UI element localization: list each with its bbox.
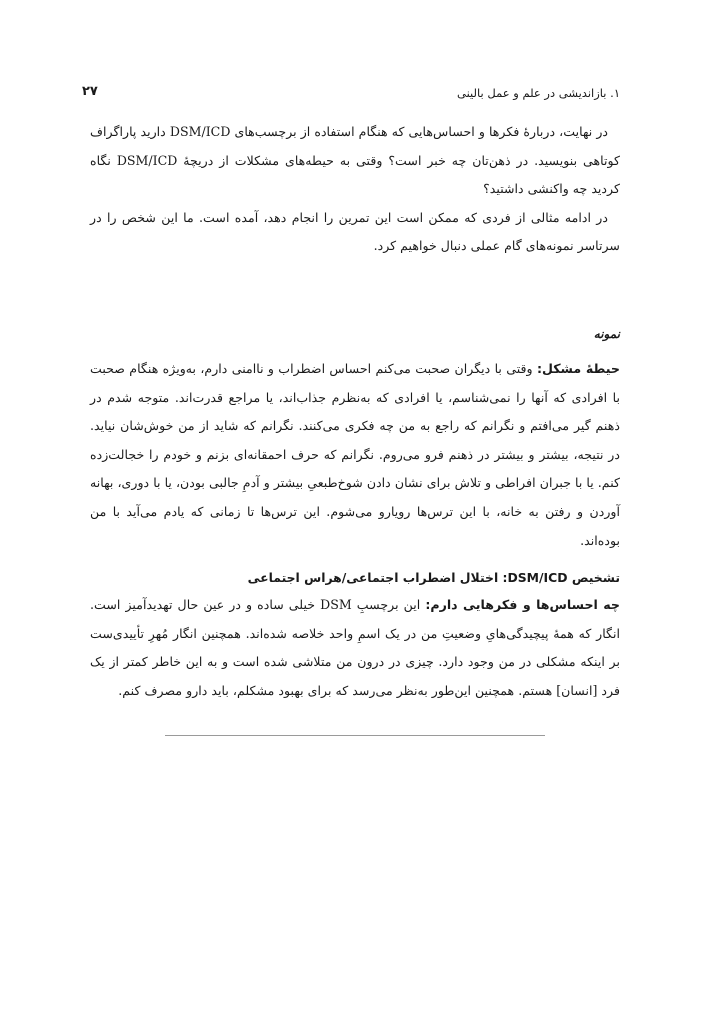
intro-paragraph-1: در نهایت، دربارهٔ فکرها و احساس‌هایی که هنگام استفاده از برچسب‌های DSM/ICD دارید پاراگراف کوتاهی بنویسید. در ذهن‌تان چه خبر است؟ وقتی به حیطه‌های مشکلات از دریچهٔ DSM/ICD نگاه کردید چه واکنشی داشتید؟ [90, 124, 620, 197]
document-page [82, 84, 620, 706]
page-number: ۲۷ [82, 84, 98, 99]
feelings-paragraph [90, 591, 620, 705]
example-title: نمونه [593, 326, 620, 341]
running-header [82, 84, 620, 100]
problem-area-paragraph [90, 355, 620, 555]
section-divider [165, 735, 545, 736]
feelings-text: این برچسبِ DSM خیلی ساده و در عین حال تهدیدآمیز است. انگار که همهٔ پیچیدگی‌هایِ وضعیتِ من در یک اسمِ واحد خلاصه شده‌اند. همچنین انگار مُهرِ تأییدی‌ست بر اینکه مشکلی در من وجود دارد. چیزی در درون من متلاشی شده است و به این خاطر کمتر از یک فرد [انسان] هستم. همچنین این‌طور به‌نظر می‌رسد که برای بهبود مشکلم، باید دارو مصرف کنم. [90, 597, 620, 698]
intro-paragraph-2: در ادامه مثالی از فردی که ممکن است این تمرین را انجام دهد، آمده است. ما این شخص را در سرتاسر نمونه‌های گام عملی دنبال خواهیم کرد. [90, 209, 620, 254]
feelings-label: چه احساس‌ها و فکرهایی دارم: [425, 597, 620, 613]
diagnosis-heading: تشخیص DSM/ICD: اختلال اضطراب اجتماعی/هراس اجتماعی [247, 570, 620, 586]
problem-area-label: حیطهٔ مشکل: [536, 360, 620, 376]
chapter-title: ۱. بازاندیشی در علم و عمل بالینی [456, 86, 620, 100]
problem-area-text: وقتی با دیگران صحبت می‌کنم احساس اضطراب و ناامنی دارم، به‌ویژه هنگام صحبت با افرادی که آنها را نمی‌شناسم، یا افرادی که به‌نظرم جذاب‌اند، یا مراجع قدرت‌اند. متوجه شدم در ذهنم گیر می‌افتم و نگرانم که راجع به من چه فکری می‌کنند. نگرانم که شاید از من خوش‌شان نیاید. در نتیجه، بیشتر و بیشتر در ذهنم فرو می‌روم. نگرانم که حرف احمقانه‌ای بزنم و خودم را خجالت‌زده کنم. یا با جبران افراطی و تلاش برای نشان دادن شوخ‌طبعیِ بیشتر و آدمِ جالبی بودن، یا با دوری، بهانه آوردن و رفتن به خانه، با این ترس‌ها رویارو می‌شوم. این ترس‌ها تا زمانی که یادم می‌آید با من بوده‌اند. [90, 360, 620, 548]
